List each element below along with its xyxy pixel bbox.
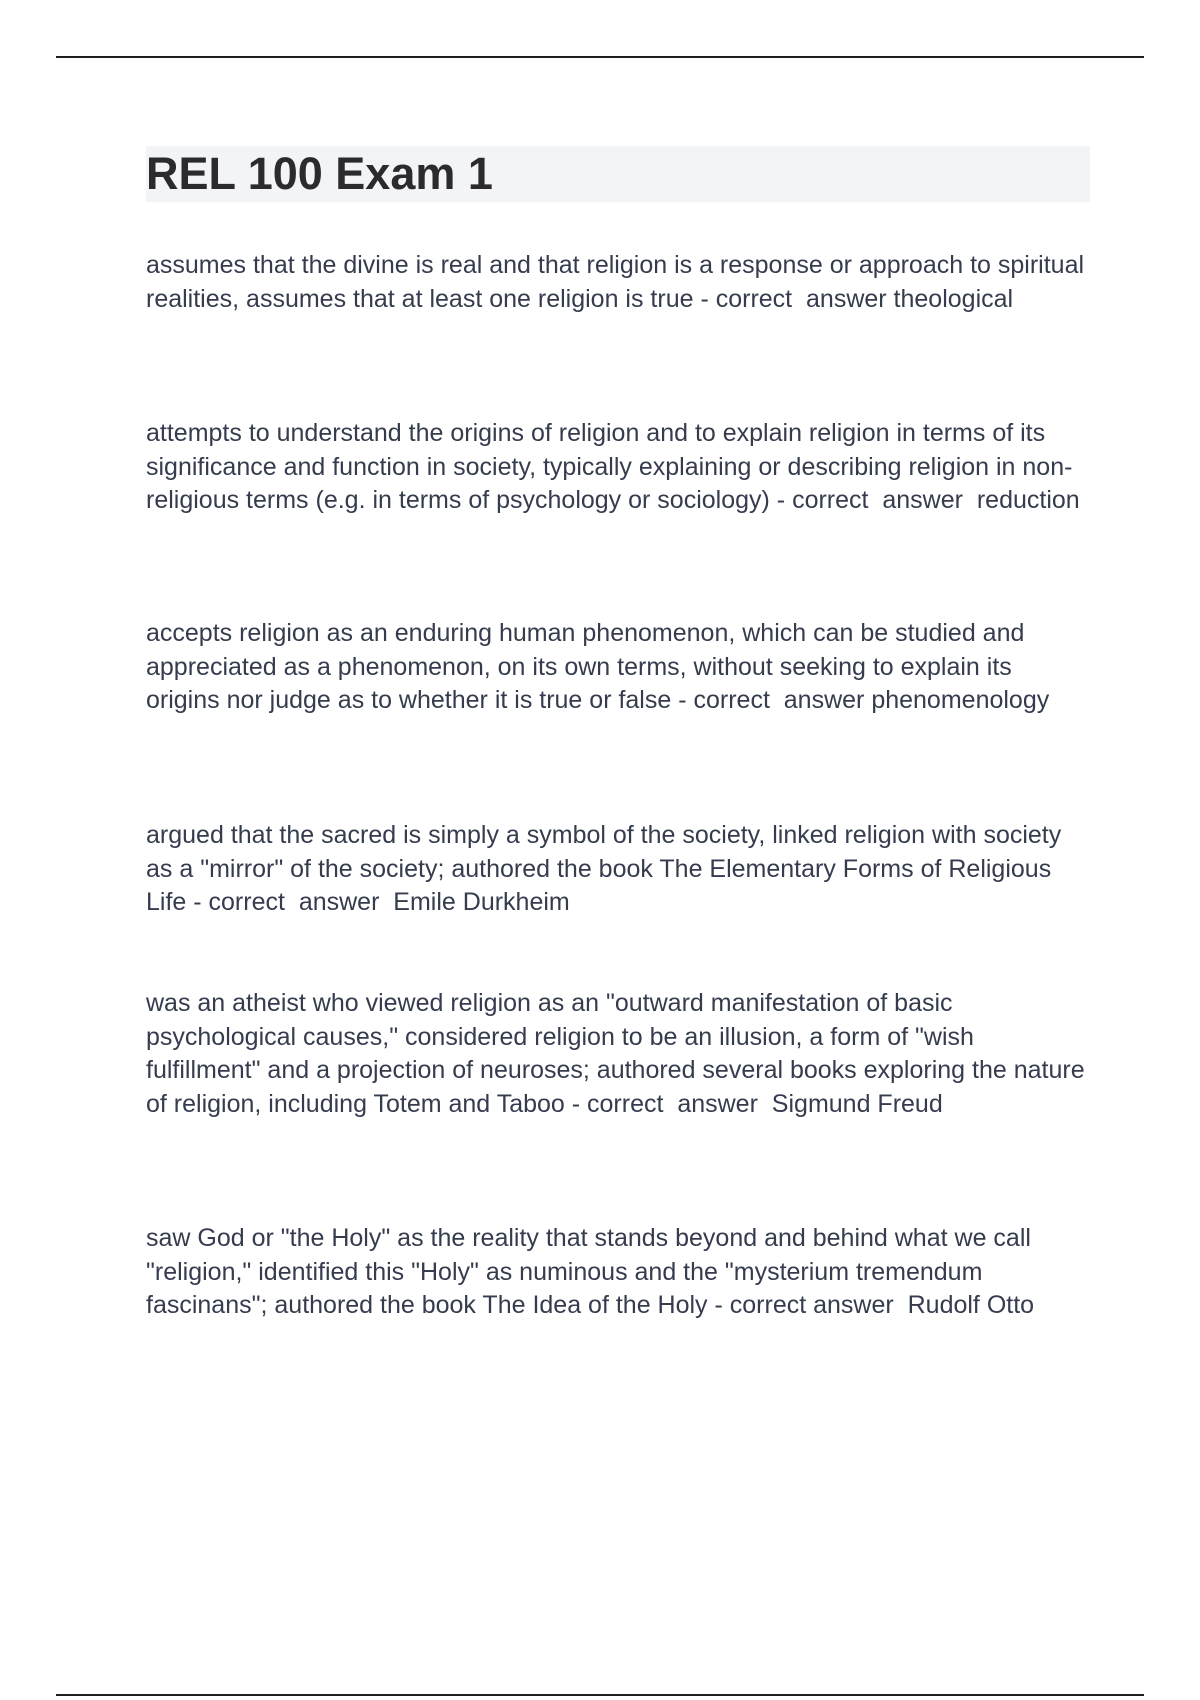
bottom-rule (56, 1694, 1144, 1696)
page-title: REL 100 Exam 1 (146, 148, 493, 199)
qa-entry-5: was an atheist who viewed religion as an "outward manifestation of basic psychological causes," considered religion to be an illusion, a form of "wish fulfillment" and a projection of neuroses; authored several books exploring the nature of religion, including Totem and Taboo - correct answer Sigmund Freud (146, 989, 1092, 1118)
qa-entry-2: attempts to understand the origins of religion and to explain religion in terms of its significance and function in society, typically explaining or describing religion in non-religious terms (e.g. in terms of psychology or sociology) - correct answer reduction (146, 419, 1080, 514)
qa-entry-6: saw God or "the Holy" as the reality that stands beyond and behind what we call "religion," identified this "Holy" as numinous and the "mysterium tremendum fascinans"; authored the book The Idea of the Holy - correct answer Rudolf Otto (146, 1224, 1038, 1319)
top-rule (56, 56, 1144, 58)
qa-entry-3: accepts religion as an enduring human phenomenon, which can be studied and appreciated as a phenomenon, on its own terms, without seeking to explain its origins nor judge as to whether it is true or false - correct answer phenomenology (146, 619, 1050, 714)
qa-entry-4: argued that the sacred is simply a symbol of the society, linked religion with society as a "mirror" of the society; authored the book The Elementary Forms of Religious Life - correct answer Emile Durkheim (146, 821, 1069, 916)
qa-entry-1: assumes that the divine is real and that religion is a response or approach to spiritual realities, assumes that at least one religion is true - correct answer theological (146, 251, 1091, 313)
